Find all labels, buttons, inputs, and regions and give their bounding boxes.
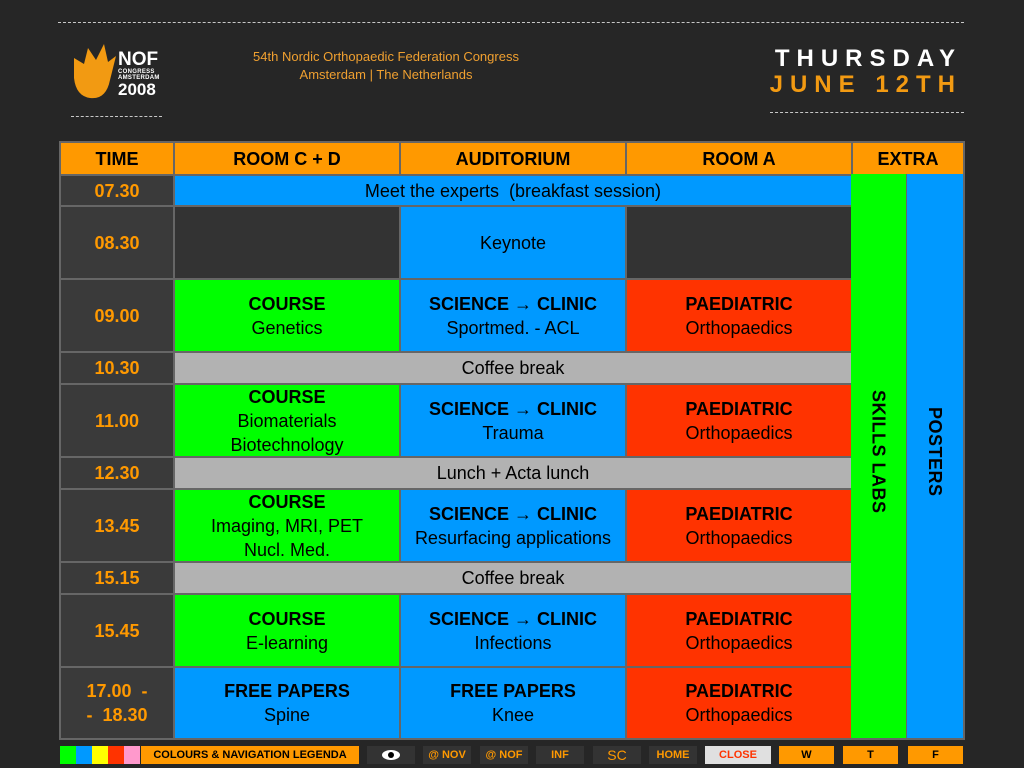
paediatric-title: PAEDIATRIC xyxy=(685,681,793,701)
paediatric-1700[interactable] xyxy=(627,668,851,738)
science-topic: Sportmed. - ACL xyxy=(446,317,580,338)
paediatric-title: PAEDIATRIC xyxy=(685,608,793,629)
science-title: SCIENCE → CLINIC xyxy=(428,293,597,314)
course-genetics[interactable] xyxy=(175,280,399,351)
weekday: THURSDAY xyxy=(774,45,962,72)
paediatric-sub: Orthopaedics xyxy=(685,527,793,548)
course-topic: Genetics xyxy=(251,317,323,338)
header-auditorium: AUDITORIUM xyxy=(401,143,625,174)
time-end: - 18.30 xyxy=(86,705,148,725)
course-topic: Biomaterials xyxy=(237,410,337,431)
course-imaging[interactable] xyxy=(175,490,399,561)
science-clinic-trauma[interactable] xyxy=(401,385,625,456)
swatch-yellow xyxy=(92,746,108,764)
inf-button[interactable]: INF xyxy=(536,746,584,764)
header-extra: EXTRA xyxy=(853,143,963,174)
time-1345: 13.45 xyxy=(61,490,173,561)
course-topic-2: Nucl. Med. xyxy=(243,539,331,560)
room-a-0830-empty xyxy=(627,207,851,278)
header-time: TIME xyxy=(61,143,173,174)
course-biomaterials[interactable] xyxy=(175,385,399,456)
time-start: 17.00 - xyxy=(86,681,148,701)
posters[interactable] xyxy=(907,174,963,738)
schedule-grid xyxy=(59,141,965,740)
w-button[interactable]: W xyxy=(779,746,834,764)
logo-name: NOF xyxy=(118,49,159,70)
free-papers-topic: Spine xyxy=(263,705,311,725)
lunch-1230: Lunch + Acta lunch xyxy=(175,458,851,488)
eye-button[interactable] xyxy=(367,746,415,764)
logo-underline xyxy=(71,116,162,117)
time-1545: 15.45 xyxy=(61,595,173,666)
meet-the-experts[interactable]: Meet the experts (breakfast session) xyxy=(175,176,851,205)
free-papers-knee[interactable] xyxy=(401,668,625,738)
home-button[interactable]: HOME xyxy=(649,746,697,764)
posters-label: POSTERS xyxy=(925,407,945,497)
day-heading xyxy=(770,46,962,98)
time-0830: 08.30 xyxy=(61,207,173,278)
time-1030: 10.30 xyxy=(61,353,173,383)
course-topic: Imaging, MRI, PET xyxy=(210,515,364,536)
swatch-green xyxy=(60,746,76,764)
t-button[interactable]: T xyxy=(843,746,898,764)
course-elearning[interactable] xyxy=(175,595,399,666)
science-clinic-sportmed[interactable] xyxy=(401,280,625,351)
science-clinic-resurfacing[interactable] xyxy=(401,490,625,561)
course-topic: E-learning xyxy=(245,632,329,653)
logo-line2: AMSTERDAM xyxy=(118,75,160,81)
paediatric-sub: Orthopaedics xyxy=(685,317,793,338)
science-topic: Resurfacing applications xyxy=(414,527,612,548)
science-title: SCIENCE → CLINIC xyxy=(428,398,597,419)
time-0730: 07.30 xyxy=(61,176,173,205)
course-title: COURSE xyxy=(248,491,326,512)
paediatric-1545[interactable] xyxy=(627,595,851,666)
swatch-pink xyxy=(124,746,140,764)
congress-line1: 54th Nordic Orthopaedic Federation Congress xyxy=(253,49,519,64)
time-1515: 15.15 xyxy=(61,563,173,593)
paediatric-sub: Orthopaedics xyxy=(685,705,793,725)
paediatric-title: PAEDIATRIC xyxy=(685,293,793,314)
free-papers-title: FREE PAPERS xyxy=(450,681,576,701)
paediatric-sub: Orthopaedics xyxy=(685,632,793,653)
coffee-break-1515: Coffee break xyxy=(175,563,851,593)
science-clinic-infections[interactable] xyxy=(401,595,625,666)
science-topic: Infections xyxy=(474,632,552,653)
paediatric-0900[interactable] xyxy=(627,280,851,351)
skills-labs[interactable] xyxy=(851,174,906,738)
free-papers-title: FREE PAPERS xyxy=(224,681,350,701)
congress-title xyxy=(244,48,528,84)
time-1100: 11.00 xyxy=(61,385,173,456)
close-button[interactable]: CLOSE xyxy=(705,746,771,764)
date: JUNE 12TH xyxy=(769,71,962,98)
science-title: SCIENCE → CLINIC xyxy=(428,608,597,629)
top-divider xyxy=(58,22,964,23)
course-topic-2: Biotechnology xyxy=(230,434,344,455)
paediatric-sub: Orthopaedics xyxy=(685,422,793,443)
congress-line2: Amsterdam | The Netherlands xyxy=(299,67,473,82)
legend-button[interactable]: COLOURS & NAVIGATION LEGENDA xyxy=(141,746,359,764)
free-papers-topic: Knee xyxy=(491,705,535,725)
room-cd-0830-empty xyxy=(175,207,399,278)
nov-button[interactable]: @ NOV xyxy=(423,746,471,764)
science-title: SCIENCE → CLINIC xyxy=(428,503,597,524)
course-title: COURSE xyxy=(248,608,326,629)
swatch-red xyxy=(108,746,124,764)
course-title: COURSE xyxy=(248,386,326,407)
header-room-cd: ROOM C + D xyxy=(175,143,399,174)
logo-line1: CONGRESS xyxy=(118,69,155,75)
header-room-a: ROOM A xyxy=(627,143,851,174)
time-1230: 12.30 xyxy=(61,458,173,488)
paediatric-title: PAEDIATRIC xyxy=(685,503,793,524)
day-underline xyxy=(770,112,964,113)
paediatric-1100[interactable] xyxy=(627,385,851,456)
logo-text xyxy=(118,50,160,98)
paediatric-1345[interactable] xyxy=(627,490,851,561)
swatch-blue xyxy=(76,746,92,764)
paediatric-title: PAEDIATRIC xyxy=(685,398,793,419)
time-1700-1830 xyxy=(61,668,173,738)
eye-icon xyxy=(381,749,401,761)
coffee-break-1030: Coffee break xyxy=(175,353,851,383)
science-topic: Trauma xyxy=(482,422,544,443)
time-0900: 09.00 xyxy=(61,280,173,351)
sc-button[interactable]: SC xyxy=(593,746,641,764)
course-title: COURSE xyxy=(248,293,326,314)
nof-button[interactable]: @ NOF xyxy=(480,746,528,764)
f-button[interactable]: F xyxy=(908,746,963,764)
logo-year: 2008 xyxy=(118,80,156,99)
free-papers-spine[interactable] xyxy=(175,668,399,738)
keynote[interactable]: Keynote xyxy=(401,207,625,278)
skills-labs-label: SKILLS LABS xyxy=(868,390,889,514)
